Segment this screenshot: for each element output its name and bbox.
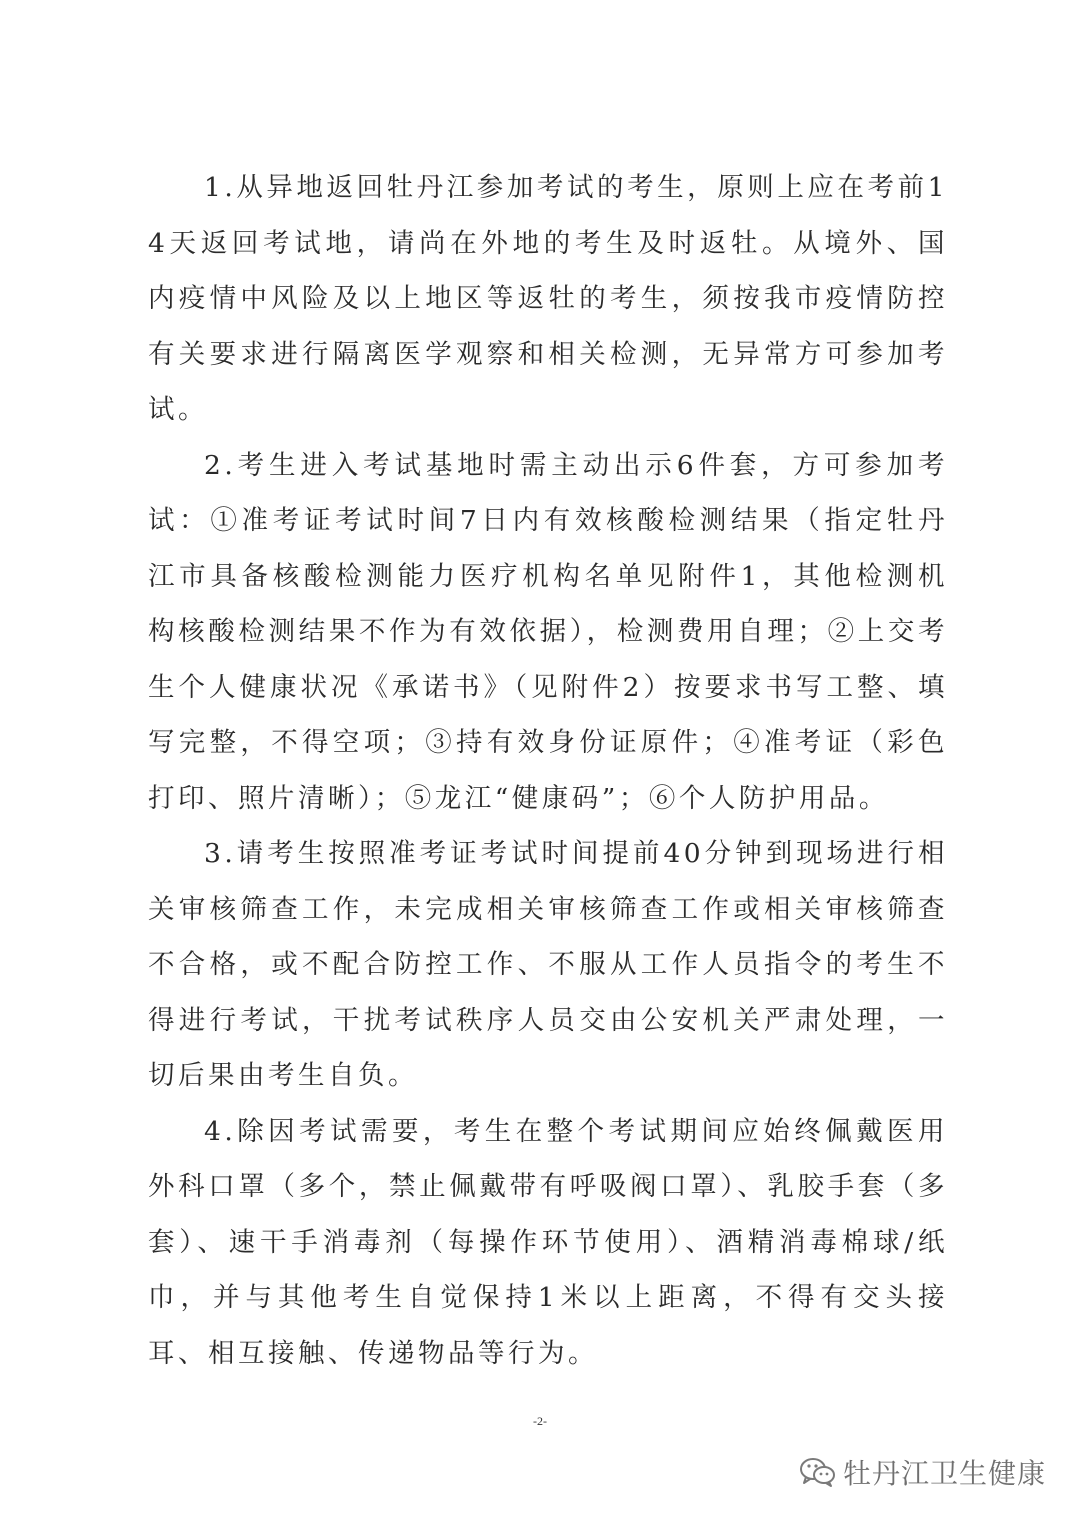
paragraph-1: 1.从异地返回牡丹江参加考试的考生，原则上应在考前14天返回考试地，请尚在外地的考生及时返牡。从境外、国内疫情中风险及以上地区等返牡的考生，须按我市疫情防控有关要求进行隔离医学观察和相关检测，无异常方可参加考试。	[148, 172, 948, 425]
watermark-label: 牡丹江卫生健康	[842, 1457, 1046, 1490]
paragraph-4: 4.除因考试需要，考生在整个考试期间应始终佩戴医用外科口罩（多个，禁止佩戴带有呼吸阀口罩）、乳胶手套（多套）、速干手消毒剂（每操作环节使用）、酒精消毒棉球/纸巾，并与其他考生自觉保持1米以上距离，不得有交头接耳、相互接触、传递物品等行为。	[148, 1115, 948, 1369]
document-body	[148, 160, 948, 1381]
paragraph-3: 3.请考生按照准考证考试时间提前40分钟到现场进行相关审核筛查工作，未完成相关审核筛查工作或相关审核筛查不合格，或不配合防控工作、不服从工作人员指令的考生不得进行考试，干扰考试秩序人员交由公安机关严肃处理，一切后果由考生自负。	[148, 838, 948, 1091]
wechat-icon	[799, 1456, 837, 1488]
wechat-watermark	[799, 1452, 1046, 1492]
paragraph-2: 2.考生进入考试基地时需主动出示6件套，方可参加考试：①准考证考试时间7日内有效核酸检测结果（指定牡丹江市具备核酸检测能力医疗机构名单见附件1，其他检测机构核酸检测结果不作为有效依据），检测费用自理；②上交考生个人健康状况《承诺书》（见附件2）按要求书写工整、填写完整，不得空项；③持有效身份证原件；④准考证（彩色打印、照片清晰）；⑤龙江“健康码”；⑥个人防护用品。	[148, 449, 948, 814]
page-number: -2-	[533, 1414, 547, 1428]
